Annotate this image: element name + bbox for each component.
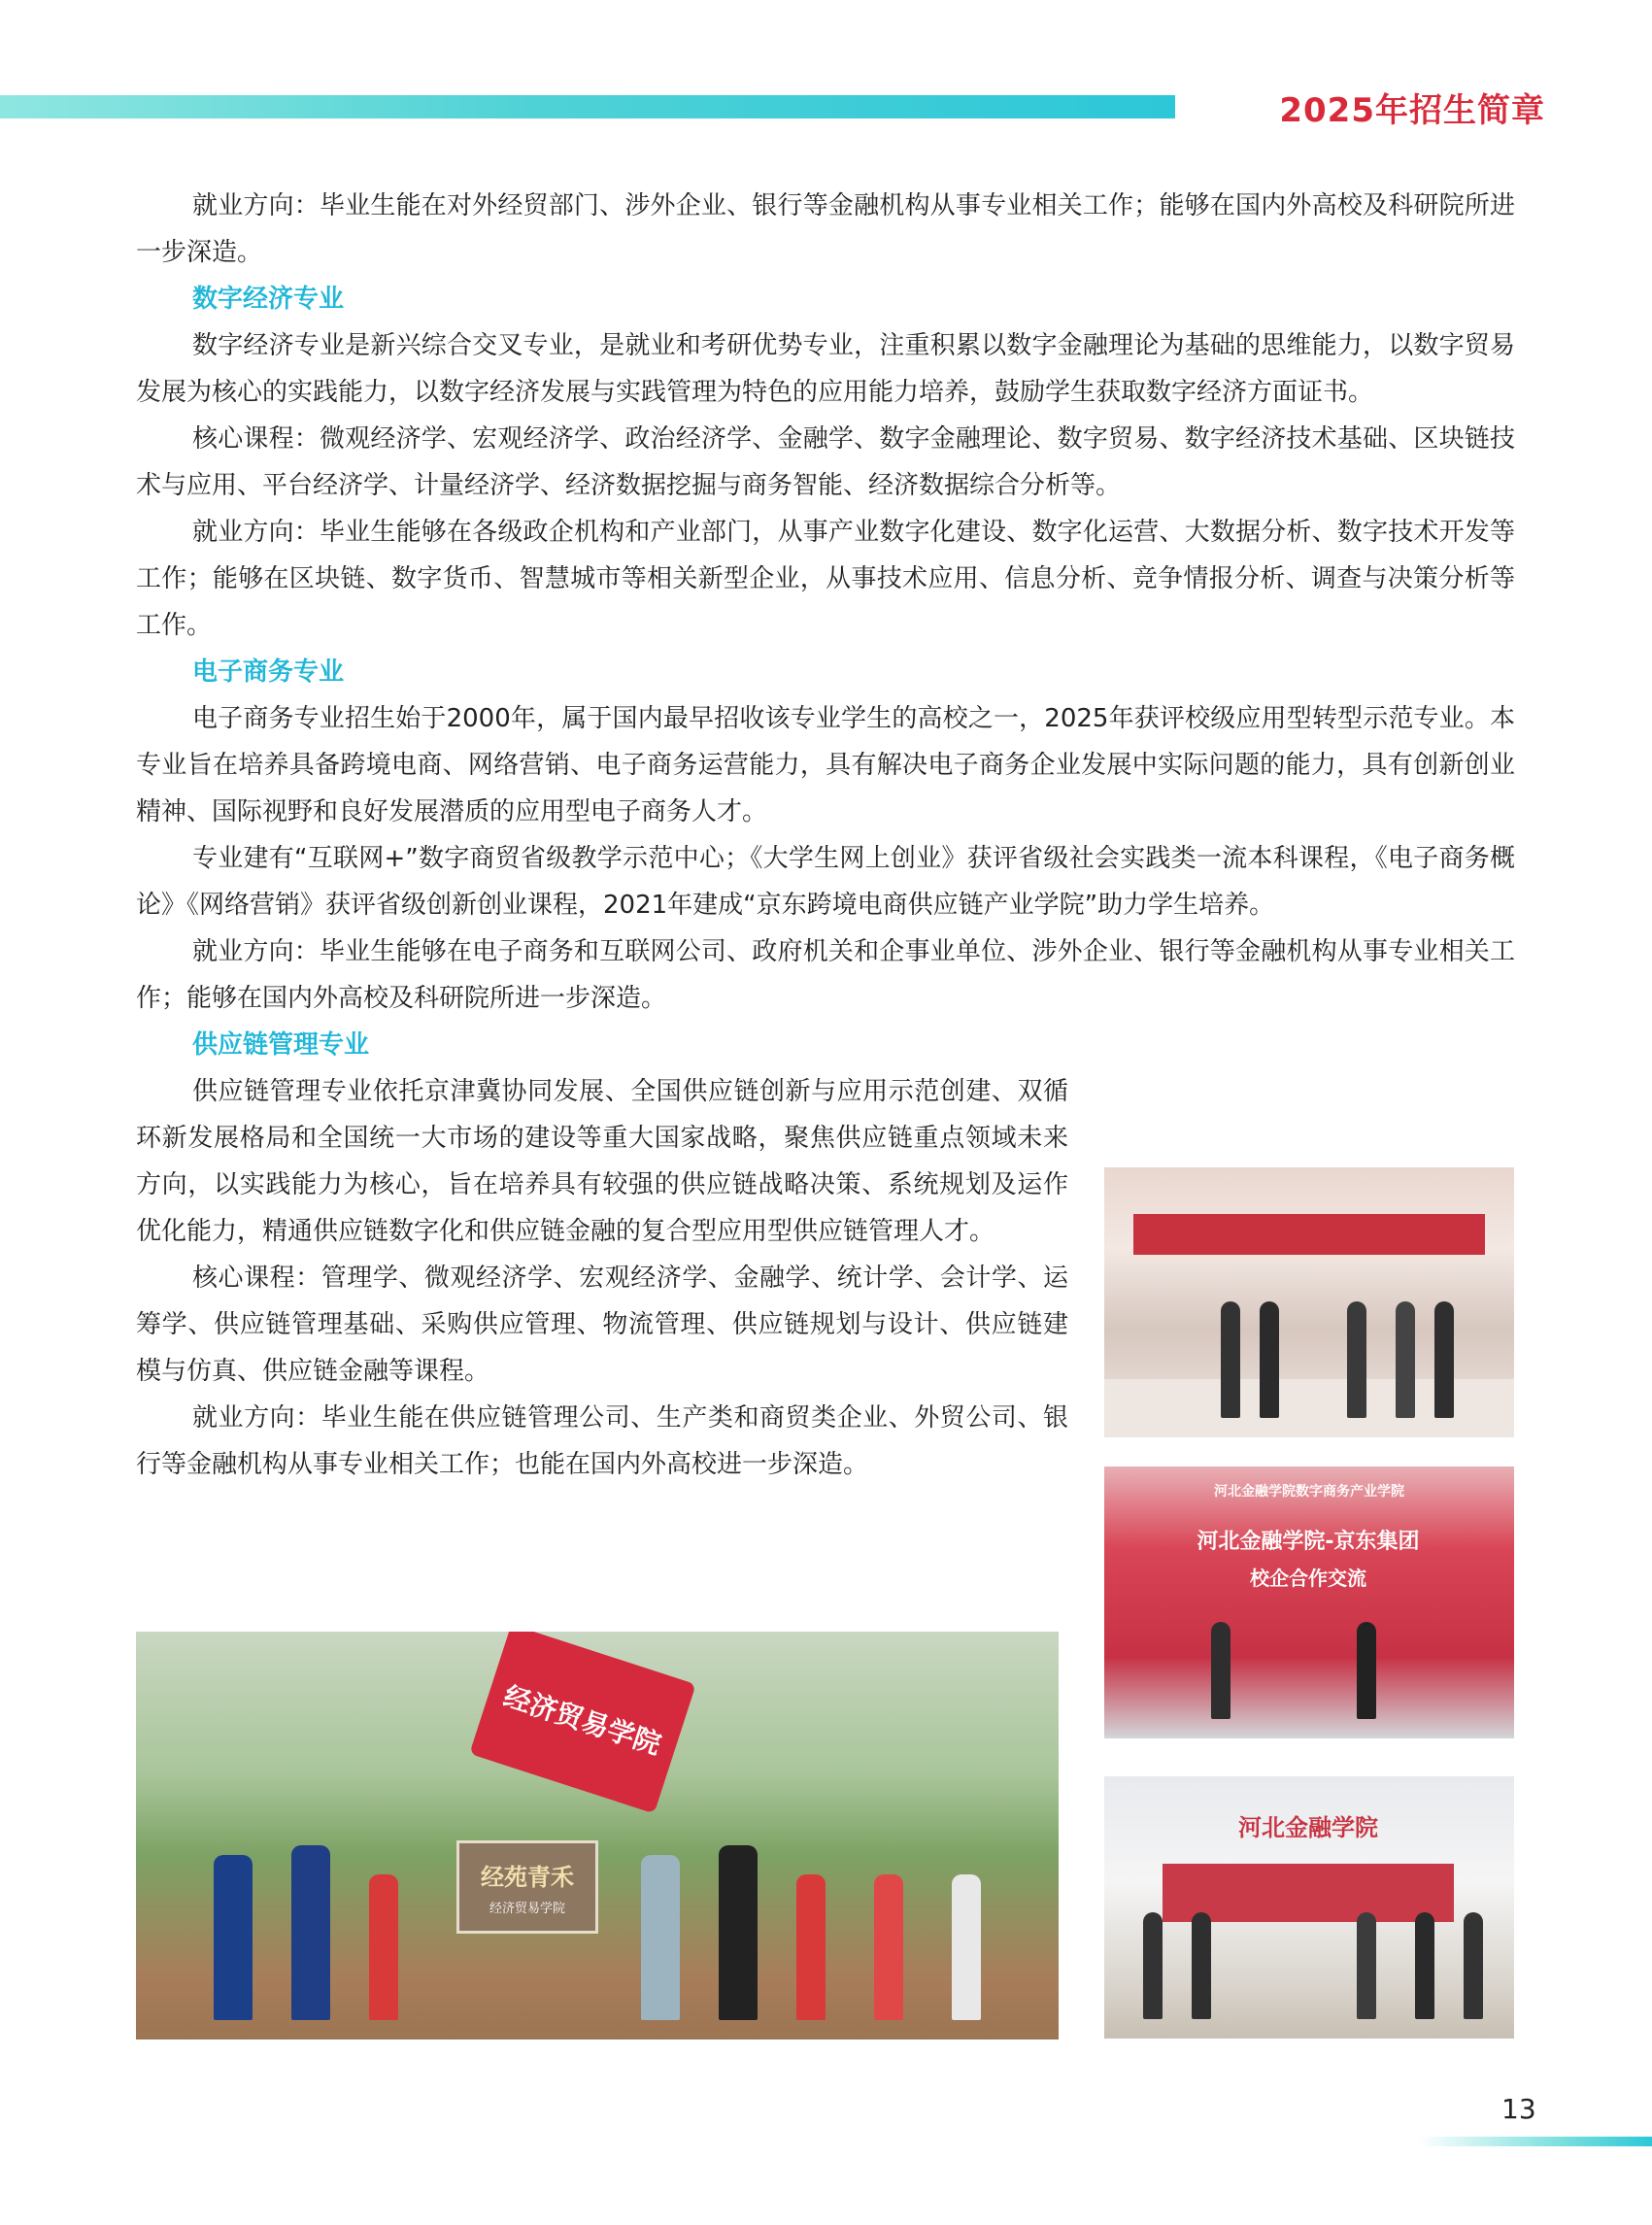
brochure-title: 2025年招生简章 <box>1279 91 1545 130</box>
person <box>1347 1301 1366 1418</box>
person <box>641 1855 680 2020</box>
header-gradient-bar <box>0 95 1175 118</box>
person <box>1357 1622 1376 1719</box>
red-flag <box>469 1632 695 1813</box>
person <box>1464 1912 1483 2019</box>
person <box>291 1845 330 2020</box>
person <box>1211 1622 1231 1719</box>
page-number: 13 <box>1501 2093 1536 2125</box>
person <box>1192 1912 1211 2019</box>
plaque-subtitle: 经济贸易学院 <box>489 1902 565 1916</box>
memorial-plaque <box>456 1840 598 1934</box>
person <box>369 1874 398 2020</box>
person <box>1260 1301 1279 1418</box>
screen-title-line-3: 校企合作交流 <box>1250 1566 1366 1590</box>
flag-text: 经济贸易学院 <box>499 1679 665 1762</box>
plaque-title: 经苑青禾 <box>481 1863 574 1891</box>
person <box>1396 1301 1415 1418</box>
section-heading-digital-economy: 数字经济专业 <box>192 285 345 314</box>
section-heading-ecommerce: 电子商务专业 <box>192 657 345 687</box>
person <box>874 1874 903 2020</box>
paragraph: 数字经济专业是新兴综合交叉专业，是就业和考研优势专业，注重积累以数字金融理论为基础的思维能力，以数字贸易发展为核心的实践能力，以数字经济发展与实践管理为特色的应用能力培养，鼓励学生获取数字经济方面证书。 <box>136 331 1515 407</box>
school-logo-text: 河北金融学院 <box>1238 1813 1378 1841</box>
paragraph: 核心课程：管理学、微观经济学、宏观经济学、金融学、统计学、会计学、运筹学、供应链管理基础、采购供应管理、物流管理、供应链规划与设计、供应链建模与仿真、供应链金融等课程。 <box>136 1264 1068 1386</box>
person <box>1434 1301 1454 1418</box>
photo-ceremony-unveiling <box>1104 1167 1514 1437</box>
person <box>1357 1912 1376 2019</box>
paragraph: 供应链管理专业依托京津冀协同发展、全国供应链创新与应用示范创建、双循环新发展格局和全国统一大市场的建设等重大国家战略，聚焦供应链重点领域未来方向，以实践能力为核心，旨在培养具有较强的供应链战略决策、系统规划及运作优化能力，精通供应链数字化和供应链金融的复合型应用型供应链管理人才。 <box>136 1077 1068 1246</box>
stage-banner <box>1133 1214 1485 1255</box>
person <box>952 1874 981 2020</box>
photo-tree-planting-group <box>136 1632 1059 2040</box>
person <box>1415 1912 1434 2019</box>
paragraph: 专业建有“互联网+”数字商贸省级教学示范中心；《大学生网上创业》获评省级社会实践类一流本科课程，《电子商务概论》《网络营销》获评省级创新创业课程，2021年建成“京东跨境电商供应链产业学院”助力学生培养。 <box>136 844 1515 920</box>
paragraph: 电子商务专业招生始于2000年，属于国内最早招收该专业学生的高校之一，2025年获评校级应用型转型示范专业。本专业旨在培养具备跨境电商、网络营销、电子商务运营能力，具有解决电子商务企业发展中实际问题的能力，具有创新创业精神、国际视野和良好发展潜质的应用型电子商务人才。 <box>136 704 1515 826</box>
person <box>1143 1912 1163 2019</box>
paragraph: 就业方向：毕业生能在供应链管理公司、生产类和商贸类企业、外贸公司、银行等金融机构从事专业相关工作；也能在国内外高校进一步深造。 <box>136 1403 1068 1479</box>
person <box>719 1845 758 2020</box>
supply-chain-text-column <box>136 1068 1068 1488</box>
person <box>1221 1301 1240 1418</box>
photo-cooperation-exchange <box>1104 1466 1514 1738</box>
paragraph: 就业方向：毕业生能在对外经贸部门、涉外企业、银行等金融机构从事专业相关工作；能够在国内外高校及科研院所进一步深造。 <box>136 191 1515 267</box>
footer-gradient-bar <box>1418 2137 1652 2146</box>
photo-meeting-room <box>1104 1776 1514 2039</box>
section-heading-supply-chain: 供应链管理专业 <box>192 1030 370 1060</box>
screen-title-line-1: 河北金融学院数字商务产业学院 <box>1214 1484 1404 1500</box>
paragraph: 核心课程：微观经济学、宏观经济学、政治经济学、金融学、数字金融理论、数字贸易、数字经济技术基础、区块链技术与应用、平台经济学、计量经济学、经济数据挖掘与商务智能、经济数据综合分析等。 <box>136 424 1515 500</box>
paragraph: 就业方向：毕业生能够在各级政企机构和产业部门，从事产业数字化建设、数字化运营、大数据分析、数字技术开发等工作；能够在区块链、数字货币、智慧城市等相关新型企业，从事技术应用、信息分析、竞争情报分析、调查与决策分析等工作。 <box>136 518 1515 640</box>
screen-title-line-2: 河北金融学院-京东集团 <box>1197 1529 1420 1554</box>
paragraph: 就业方向：毕业生能够在电子商务和互联网公司、政府机关和企事业单位、涉外企业、银行等金融机构从事专业相关工作；能够在国内外高校及科研院所进一步深造。 <box>136 937 1515 1013</box>
person <box>214 1855 253 2020</box>
person <box>796 1874 826 2020</box>
